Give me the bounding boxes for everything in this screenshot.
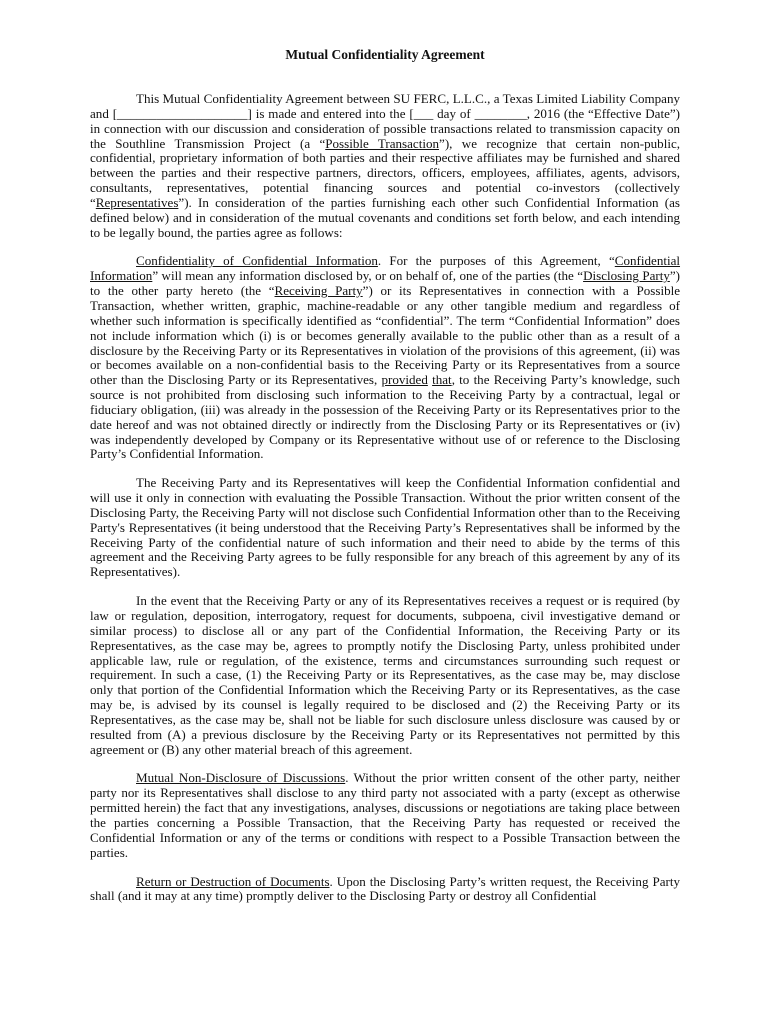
return-destruction-paragraph — [90, 875, 680, 905]
non-disclosure-text: . Without the prior written consent of the other party, neither party nor its Representatives shall disclose to any third party not associated with a party (except as otherwise permitted herein) the fact that any investigations, analyses, discussions or negotiations are taking place between the parties concerning a Possible Transaction, that the Receiving Party has requested or received the Confidential Information or any of the terms or conditions with respect to a Possible Transaction between the parties. — [90, 770, 680, 860]
non-disclosure-paragraph — [90, 771, 680, 860]
term-possible-transaction: Possible Transaction — [325, 135, 440, 151]
document-title: Mutual Confidentiality Agreement — [285, 47, 485, 62]
term-that: that — [432, 372, 452, 388]
confidentiality-text-1: . For the purposes of this Agreement, “ — [377, 253, 615, 269]
intro-text-3: ”). In consideration of the parties furnishing each other such Confidential Information (as defined below) and in consideration of the mutual covenants and conditions set forth below, and each intending to be legally bound, the parties agree as follows: — [90, 194, 680, 240]
confidentiality-text-4: ”) or its Representatives in connection with a Possible Transaction, whether written, graphic, machine-readable or any other tangible medium and regardless of whether such information is specifically identified as “confidential”. The term “Confidential Information” does not include information which (i) is or becomes generally available to the public other than as a result of a disclosure by the Receiving Party or its Representatives in violation of the provisions of this agreement, (ii) was or becomes available on a non-confidential basis to the Receiving Party or its Representatives from a source other than the Disclosing Party or its Representatives, — [90, 283, 681, 388]
term-provided: provided — [381, 372, 428, 388]
document-page — [90, 46, 680, 918]
confidentiality-text-5: , to the Receiving Party’s knowledge, such source is not prohibited from disclosing such information to the Receiving Party by a contractual, legal or fiduciary obligation, (iii) was already in the possession of the Receiving Party or its Representatives prior to the date hereof and was not obtained directly or indirectly from the Disclosing Party or its Representatives or (iv) was independently developed by Company or its Representative without use of or reference to the Disclosing Party’s Confidential Information. — [90, 372, 680, 462]
term-representatives: Representatives — [95, 194, 179, 210]
confidentiality-heading: Confidentiality of Confidential Information — [136, 253, 378, 269]
confidentiality-text-2: ” will mean any information disclosed by, or on behalf of, one of the parties (the “ — [152, 268, 584, 284]
confidentiality-text-3: ”) to the other party hereto (the “ — [90, 268, 680, 299]
term-disclosing-party: Disclosing Party — [583, 268, 670, 284]
term-receiving-party: Receiving Party — [274, 283, 363, 299]
confidentiality-paragraph — [90, 254, 680, 462]
intro-text-1: This Mutual Confidentiality Agreement between SU FERC, L.L.C., a Texas Limited Liability Company and [____________________] is made and entered into the [___ day of ________, 2016 (the “Effective Date”) in connection with our discussion and consideration of possible transactions related to transmission capacity on the Southline Transmission Project (a “ — [90, 91, 680, 151]
intro-text-2: ”), we recognize that certain non-public, confidential, proprietary information of both parties and their respective affiliates may be furnished and shared between the parties and their respective partners, directors, officers, employees, affiliates, agents, advisors, consultants, representatives, potential financing sources and potential co-investors (collectively “ — [90, 135, 680, 210]
legal-request-paragraph: In the event that the Receiving Party or any of its Representatives receives a request or is required (by law or regulation, deposition, interrogatory, request for documents, subpoena, civil investigative demand or similar process) to disclose all or any part of the Confidential Information, the Receiving Party or its Representatives, as the case may be, agrees to promptly notify the Disclosing Party, unless prohibited under applicable law, rule or regulation, of the existence, terms and circumstances surrounding such request or requirement. In such a case, (1) the Receiving Party or its Representatives, as the case may be, may disclose only that portion of the Confidential Information which the Receiving Party or its Representatives, as the case may be, is advised by its counsel is legally required to be disclosed and (2) the Receiving Party or its Representatives, as the case may be, shall not be liable for such disclosure unless disclosure was caused by or resulted from (A) a previous disclosure by the Receiving Party or its Representatives not permitted by this agreement or (B) any other material breach of this agreement. — [90, 593, 680, 757]
non-disclosure-heading: Mutual Non-Disclosure of Discussions — [136, 770, 346, 786]
use-paragraph: The Receiving Party and its Representatives will keep the Confidential Information confidential and will use it only in connection with evaluating the Possible Transaction. Without the prior written consent of the Disclosing Party, the Receiving Party will not disclose such Confidential Information other than to the Receiving Party's Representatives (it being understood that the Receiving Party’s Representatives shall be informed by the Receiving Party of the confidential nature of such information and their need to abide by the terms of this agreement and the Receiving Party agrees to be fully responsible for any breach of this agreement by any of its Representatives). — [90, 475, 680, 580]
return-destruction-text: . Upon the Disclosing Party’s written request, the Receiving Party shall (and it may at any time) promptly deliver to the Disclosing Party or destroy all Confidential — [90, 873, 680, 904]
intro-paragraph — [90, 92, 680, 240]
return-destruction-heading: Return or Destruction of Documents — [136, 873, 330, 889]
term-confidential-information: Confidential Information — [90, 253, 681, 284]
